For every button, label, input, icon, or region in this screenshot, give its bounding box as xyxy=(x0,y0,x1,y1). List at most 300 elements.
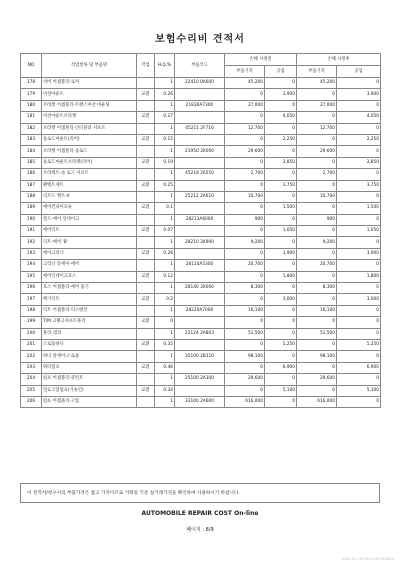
row-before-parts-price: 0 xyxy=(225,226,265,237)
row-before-labor: 2,250 xyxy=(265,134,297,145)
row-before-labor: 3,750 xyxy=(265,180,297,191)
row-no: 192 xyxy=(21,237,42,248)
row-no: 187 xyxy=(21,180,42,191)
row-after-labor: 3,000 xyxy=(337,294,381,305)
row-work-type: 교환 xyxy=(137,339,155,350)
row-after-parts-price: 0 xyxy=(297,317,337,328)
row-item-name: 호스 어셈블리-에어 흡기 xyxy=(42,283,137,294)
row-no: 198 xyxy=(21,305,42,316)
row-item-name: 미션마운트브라켓 xyxy=(42,112,137,123)
row-before-parts-price: 51,500 xyxy=(225,328,265,339)
row-work-type xyxy=(137,396,155,407)
row-work-type: 교환 xyxy=(137,294,155,305)
row-part-code xyxy=(175,294,225,305)
row-after-parts-price: 29,600 xyxy=(297,374,337,385)
row-after-labor: 0 xyxy=(337,351,381,362)
table-row xyxy=(21,248,381,259)
row-no: 205 xyxy=(21,385,42,396)
row-no: 180 xyxy=(21,100,42,111)
row-work-type: 교환 xyxy=(137,226,155,237)
row-no: 193 xyxy=(21,248,42,259)
page-number: 페이지 : 8/9 xyxy=(186,527,214,533)
row-before-parts-price: 0 xyxy=(225,271,265,282)
row-work-type: 교환 xyxy=(137,385,155,396)
row-before-labor: 0 xyxy=(265,100,297,111)
row-after-labor: 0 xyxy=(337,328,381,339)
row-before-parts-price: 20,700 xyxy=(225,260,265,271)
row-item-name: 커버 어셈블리-로커 xyxy=(42,78,137,89)
row-item-name: 에어컨파이프류 xyxy=(42,203,137,214)
row-after-parts-price: 20,700 xyxy=(297,260,337,271)
row-hq: 0.15 xyxy=(155,134,175,145)
row-item-name: T/M 크랭크샤프트풀리 xyxy=(42,317,137,328)
header-before-parts: 부품가격 xyxy=(225,66,265,78)
row-no: 204 xyxy=(21,374,42,385)
row-after-parts-price: 0 xyxy=(297,180,337,191)
row-part-code: 45211 2F710 xyxy=(175,123,225,134)
row-no: 203 xyxy=(21,362,42,373)
table-row xyxy=(21,89,381,100)
row-hq: 0.25 xyxy=(155,180,175,191)
row-work-type xyxy=(137,123,155,134)
row-after-labor: 3,750 xyxy=(337,180,381,191)
row-after-labor: 2,250 xyxy=(337,134,381,145)
row-before-parts-price: 0 xyxy=(225,134,265,145)
row-before-labor: 0 xyxy=(265,214,297,225)
row-before-parts-price: 9,200 xyxy=(225,237,265,248)
table-row xyxy=(21,283,381,294)
row-before-parts-price: 29,600 xyxy=(225,146,265,157)
estimate-table xyxy=(20,53,381,408)
row-before-parts-price: 0 xyxy=(225,362,265,373)
row-no: 182 xyxy=(21,123,42,134)
row-before-labor: 1,500 xyxy=(265,203,297,214)
row-work-type xyxy=(137,305,155,316)
row-after-labor: 0 xyxy=(337,191,381,202)
row-work-type: 교환 xyxy=(137,362,155,373)
row-before-labor: 0 xyxy=(265,78,297,89)
row-before-labor: 0 xyxy=(265,328,297,339)
row-no: 200 xyxy=(21,328,42,339)
row-part-code xyxy=(175,362,225,373)
row-hq: 1 xyxy=(155,146,175,157)
row-before-labor: 0 xyxy=(265,305,297,316)
row-after-parts-price: 10,700 xyxy=(297,191,337,202)
row-item-name: 에어크리너 xyxy=(42,248,137,259)
row-after-parts-price: 0 xyxy=(297,339,337,350)
row-work-type xyxy=(137,283,155,294)
row-part-code xyxy=(175,89,225,100)
row-before-labor: 0 xyxy=(265,396,297,407)
row-hq: 1 xyxy=(155,351,175,362)
table-row xyxy=(21,351,381,362)
header-before: 손해 사정전 xyxy=(225,54,297,66)
row-after-labor: 1,050 xyxy=(337,226,381,237)
row-after-parts-price: 27,000 xyxy=(297,100,337,111)
row-after-labor: 6,900 xyxy=(337,362,381,373)
row-after-labor: 0 xyxy=(337,260,381,271)
row-hq: 1 xyxy=(155,396,175,407)
row-after-labor: 0 xyxy=(337,237,381,248)
row-work-type xyxy=(137,100,155,111)
table-row xyxy=(21,305,381,316)
row-work-type xyxy=(137,214,155,225)
row-hq: 0 xyxy=(155,317,175,328)
row-part-code: 25212 2A610 xyxy=(175,191,225,202)
row-item-name: 크리너 앗세이-에어 xyxy=(42,260,137,271)
row-before-parts-price: 0 xyxy=(225,180,265,191)
row-hq: 0.26 xyxy=(155,248,175,259)
row-item-name: 미션마운트 xyxy=(42,89,137,100)
row-after-parts-price: 9,200 xyxy=(297,237,337,248)
row-work-type: 교환 xyxy=(137,112,155,123)
row-before-parts-price: 0 xyxy=(225,157,265,168)
row-after-labor: 0 xyxy=(337,214,381,225)
row-before-parts-price: 12,700 xyxy=(225,123,265,134)
row-after-parts-price: 2,700 xyxy=(297,169,337,180)
row-no: 191 xyxy=(21,226,42,237)
row-before-parts-price: 8,300 xyxy=(225,283,265,294)
table-row xyxy=(21,180,381,191)
row-item-name: 덕트 어셈블리-익스텐션 xyxy=(42,305,137,316)
row-after-parts-price: 0 xyxy=(297,362,337,373)
row-hq: 1 xyxy=(155,78,175,89)
row-before-labor: 0 xyxy=(265,351,297,362)
row-no: 188 xyxy=(21,191,42,202)
print-stamp: 2024-01-15 09:23:45 KT0000 xyxy=(341,557,394,561)
table-row xyxy=(21,169,381,180)
row-after-parts-price: 51,500 xyxy=(297,328,337,339)
row-item-name: 워터펌프 xyxy=(42,362,137,373)
row-before-labor: 6,900 xyxy=(265,362,297,373)
row-part-code xyxy=(175,248,225,259)
table-row xyxy=(21,146,381,157)
row-after-labor: 2,850 xyxy=(337,157,381,168)
row-hq: 0.19 xyxy=(155,157,175,168)
row-before-labor: 3,900 xyxy=(265,248,297,259)
header-after-labor: 공임 xyxy=(337,66,381,78)
row-work-type xyxy=(137,191,155,202)
row-after-parts-price: 0 xyxy=(297,271,337,282)
row-no: 201 xyxy=(21,339,42,350)
row-after-parts-price: 900 xyxy=(297,214,337,225)
row-no: 189 xyxy=(21,203,42,214)
row-after-parts-price: 0 xyxy=(297,226,337,237)
row-item-name: 에어덕트 xyxy=(42,226,137,237)
row-item-name: 펌프 어셈블리-쿨런트 xyxy=(42,374,137,385)
row-no: 195 xyxy=(21,271,42,282)
row-hq: 1 xyxy=(155,305,175,316)
row-no: 194 xyxy=(21,260,42,271)
row-no: 199 xyxy=(21,317,42,328)
row-after-parts-price: 12,700 xyxy=(297,123,337,134)
row-after-labor: 0 xyxy=(337,305,381,316)
row-part-code: 21830A7300 xyxy=(175,100,225,111)
table-row xyxy=(21,385,381,396)
row-after-parts-price: 0 xyxy=(297,134,337,145)
row-hq: 0.2 xyxy=(155,294,175,305)
row-no: 197 xyxy=(21,294,42,305)
row-work-type: 교환 xyxy=(137,157,155,168)
row-hq: 0.34 xyxy=(155,385,175,396)
row-part-code: 22410 0A600 xyxy=(175,78,225,89)
table-row xyxy=(21,226,381,237)
row-after-parts-price: 29,600 xyxy=(297,146,337,157)
row-hq: 1 xyxy=(155,374,175,385)
row-after-labor: 5,100 xyxy=(337,385,381,396)
row-no: 178 xyxy=(21,78,42,89)
row-part-code xyxy=(175,271,225,282)
row-after-labor: 4,050 xyxy=(337,112,381,123)
row-before-parts-price: 0 xyxy=(225,385,265,396)
row-before-parts-price: 45,200 xyxy=(225,78,265,89)
row-before-labor: 4,050 xyxy=(265,112,297,123)
row-after-parts-price: 0 xyxy=(297,294,337,305)
row-hq: 0.1 xyxy=(155,203,175,214)
row-work-type xyxy=(137,146,155,157)
header-code: 부품코드 xyxy=(175,54,225,78)
row-hq: 0.07 xyxy=(155,226,175,237)
row-item-name: 롤로드마운트브라켓(리어) xyxy=(42,157,137,168)
row-before-parts-price: 0 xyxy=(225,203,265,214)
row-part-code: 25100 2A300 xyxy=(175,374,225,385)
row-before-labor: 0 xyxy=(265,123,297,134)
row-before-labor: 0 xyxy=(265,191,297,202)
row-item-name: 팬벨트세트 xyxy=(42,180,137,191)
table-row xyxy=(21,123,381,134)
row-after-labor: 0 xyxy=(337,374,381,385)
row-item-name: 브라켓 어셈블리-롤로드 xyxy=(42,146,137,157)
row-before-parts-price: 616,000 xyxy=(225,396,265,407)
row-part-code xyxy=(175,385,225,396)
row-hq: 1 xyxy=(155,123,175,134)
row-before-parts-price: 0 xyxy=(225,248,265,259)
row-before-parts-price: 0 xyxy=(225,339,265,350)
table-row xyxy=(21,374,381,385)
row-work-type: 교환 xyxy=(137,134,155,145)
row-work-type: 교환 xyxy=(137,180,155,191)
row-work-type xyxy=(137,169,155,180)
table-row xyxy=(21,339,381,350)
row-before-labor: 0 xyxy=(265,146,297,157)
header-hq: H.Q.% xyxy=(155,54,175,78)
table-row xyxy=(21,214,381,225)
row-before-labor: 5,250 xyxy=(265,339,297,350)
row-work-type xyxy=(137,260,155,271)
row-work-type xyxy=(137,374,155,385)
row-before-labor: 0 xyxy=(265,374,297,385)
row-item-name: 풀리-댐퍼 xyxy=(42,328,137,339)
row-after-parts-price: 16,100 xyxy=(297,305,337,316)
table-row xyxy=(21,134,381,145)
row-before-labor: 5,100 xyxy=(265,385,297,396)
row-after-labor: 5,250 xyxy=(337,339,381,350)
row-after-labor: 3,900 xyxy=(337,248,381,259)
header-after: 손해 사정후 xyxy=(297,54,381,66)
row-part-code: 28213A6000 xyxy=(175,214,225,225)
row-item-name: 브라켓 어셈블리-트랜스미션 마운팅 xyxy=(42,100,137,111)
row-work-type: 교환 xyxy=(137,317,155,328)
row-after-parts-price: 0 xyxy=(297,157,337,168)
row-hq: 1 xyxy=(155,237,175,248)
row-after-labor: 0 xyxy=(337,317,381,328)
table-row xyxy=(21,203,381,214)
header-after-parts: 부품가격 xyxy=(297,66,337,78)
table-row xyxy=(21,271,381,282)
row-item-name: 바디 앗세이-스로틀 xyxy=(42,351,137,362)
row-work-type: 교환 xyxy=(137,271,155,282)
row-no: 181 xyxy=(21,112,42,123)
table-row xyxy=(21,191,381,202)
row-no: 190 xyxy=(21,214,42,225)
row-item-name: 연료고압펌프(가솔린) xyxy=(42,385,137,396)
footer-title: AUTOMOBILE REPAIR COST On-line xyxy=(141,510,259,517)
row-no: 179 xyxy=(21,89,42,100)
row-part-code xyxy=(175,226,225,237)
row-before-labor: 0 xyxy=(265,169,297,180)
row-item-name: 에어인테이크호스 xyxy=(42,271,137,282)
row-item-name: 배기덕트 xyxy=(42,294,137,305)
row-part-code: 21950 3X000 xyxy=(175,146,225,157)
table-row xyxy=(21,78,381,89)
row-before-labor: 1,800 xyxy=(265,271,297,282)
row-item-name: 덕트-에어 'B' xyxy=(42,237,137,248)
row-after-parts-price: 0 xyxy=(297,89,337,100)
row-hq: 1 xyxy=(155,100,175,111)
row-before-parts-price: 10,700 xyxy=(225,191,265,202)
row-hq: 1 xyxy=(155,191,175,202)
page-title: 보험수리비 견적서 xyxy=(155,34,245,45)
row-no: 206 xyxy=(21,396,42,407)
row-before-parts-price: 16,100 xyxy=(225,305,265,316)
row-hq: 0.12 xyxy=(155,271,175,282)
table-row xyxy=(21,294,381,305)
row-after-labor: 1,800 xyxy=(337,271,381,282)
row-part-code xyxy=(175,317,225,328)
header-before-labor: 공임 xyxy=(265,66,297,78)
row-after-labor: 0 xyxy=(337,146,381,157)
row-item-name: 브라켓 어셈블리-인터쿨러 서포트 xyxy=(42,123,137,134)
row-no: 184 xyxy=(21,146,42,157)
row-hq: 0.26 xyxy=(155,89,175,100)
row-before-labor: 2,850 xyxy=(265,157,297,168)
row-item-name: 스로틀바디 xyxy=(42,339,137,350)
row-after-labor: 1,500 xyxy=(337,203,381,214)
row-before-labor: 1,050 xyxy=(265,226,297,237)
row-after-labor: 0 xyxy=(337,123,381,134)
row-part-code: 28210 3X900 xyxy=(175,237,225,248)
table-row xyxy=(21,260,381,271)
row-after-parts-price: 98,100 xyxy=(297,351,337,362)
row-after-labor: 0 xyxy=(337,169,381,180)
row-before-labor: 0 xyxy=(265,237,297,248)
row-after-parts-price: 0 xyxy=(297,112,337,123)
row-before-parts-price: 0 xyxy=(225,89,265,100)
table-row xyxy=(21,362,381,373)
row-hq: 1 xyxy=(155,260,175,271)
row-work-type: 교환 xyxy=(137,248,155,259)
row-before-parts-price: 900 xyxy=(225,214,265,225)
row-item-name: 리브드 벨트-V xyxy=(42,191,137,202)
row-hq: 1 xyxy=(155,328,175,339)
row-after-parts-price: 616,000 xyxy=(297,396,337,407)
row-no: 196 xyxy=(21,283,42,294)
row-part-code: 23124 2A803 xyxy=(175,328,225,339)
row-work-type xyxy=(137,78,155,89)
row-before-parts-price: 0 xyxy=(225,294,265,305)
table-row xyxy=(21,237,381,248)
row-before-parts-price: 0 xyxy=(225,112,265,123)
row-work-type: 교환 xyxy=(137,203,155,214)
row-before-parts-price: 29,600 xyxy=(225,374,265,385)
row-before-parts-price: 98,100 xyxy=(225,351,265,362)
row-after-parts-price: 0 xyxy=(297,385,337,396)
row-part-code xyxy=(175,134,225,145)
table-row xyxy=(21,112,381,123)
header-work: 작업 xyxy=(137,54,155,78)
row-part-code xyxy=(175,203,225,214)
row-after-parts-price: 8,300 xyxy=(297,283,337,294)
row-hq: 1 xyxy=(155,169,175,180)
row-hq: 0.27 xyxy=(155,112,175,123)
header-no: NO xyxy=(21,54,42,78)
row-before-labor: 0 xyxy=(265,260,297,271)
row-before-labor: 3,000 xyxy=(265,294,297,305)
row-item-name: 펌프 어셈블리-고압 xyxy=(42,396,137,407)
row-after-parts-price: 45,200 xyxy=(297,78,337,89)
row-part-code: 35100 2B310 xyxy=(175,351,225,362)
header-item: 작업항목 및 부품명 xyxy=(42,54,137,78)
row-part-code: 33100 2A600 xyxy=(175,396,225,407)
row-no: 202 xyxy=(21,351,42,362)
row-no: 186 xyxy=(21,169,42,180)
row-part-code xyxy=(175,339,225,350)
row-part-code: 28220A7000 xyxy=(175,305,225,316)
row-before-labor: 0 xyxy=(265,283,297,294)
table-row xyxy=(21,100,381,111)
price-notice: 이 견적서/청구서의 부품가격은 참고 가격이므로 거래일 기준 실거래가격을 확인하여 사용하시기 바랍니다. xyxy=(20,483,380,503)
row-no: 183 xyxy=(21,134,42,145)
table-row xyxy=(21,396,381,407)
row-work-type xyxy=(137,237,155,248)
row-after-labor: 3,900 xyxy=(337,89,381,100)
row-item-name: 롤로드마운트(리어) xyxy=(42,134,137,145)
row-hq: 0.46 xyxy=(155,362,175,373)
row-part-code: 45218 26550 xyxy=(175,169,225,180)
row-after-labor: 0 xyxy=(337,100,381,111)
row-no: 185 xyxy=(21,157,42,168)
row-part-code xyxy=(175,157,225,168)
row-before-labor: 0 xyxy=(265,317,297,328)
row-part-code xyxy=(175,112,225,123)
row-before-parts-price: 0 xyxy=(225,317,265,328)
table-row xyxy=(21,317,381,328)
row-hq: 0.35 xyxy=(155,339,175,350)
row-after-parts-price: 0 xyxy=(297,248,337,259)
row-before-parts-price: 2,700 xyxy=(225,169,265,180)
row-part-code xyxy=(175,180,225,191)
row-hq: 1 xyxy=(155,214,175,225)
row-work-type xyxy=(137,351,155,362)
row-part-code: 28110A5300 xyxy=(175,260,225,271)
row-before-parts-price: 27,000 xyxy=(225,100,265,111)
row-part-code: 28140 3X000 xyxy=(175,283,225,294)
row-after-parts-price: 0 xyxy=(297,203,337,214)
row-work-type xyxy=(137,328,155,339)
table-row xyxy=(21,157,381,168)
row-hq: 1 xyxy=(155,283,175,294)
row-after-labor: 0 xyxy=(337,283,381,294)
